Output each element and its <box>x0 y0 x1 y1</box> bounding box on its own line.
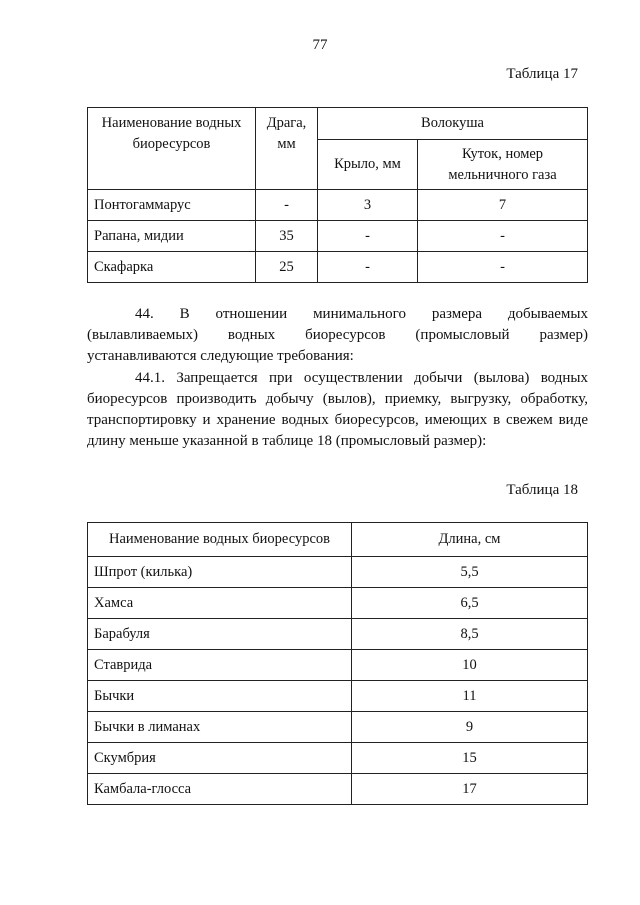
paragraph-44-1: 44.1. Запрещается при осуществлении добычи (вылова) водных биоресурсов производить добычу (вылов), приемку, выгрузку, обработку, транспортировку и хранение водных биоресурсов, имеющих в свежем виде длину меньше указанной в таблице 18 (промысловый размер): <box>87 370 588 449</box>
paragraph-44-line-3: устанавливаются следующие требования: <box>87 348 354 364</box>
cell-krylo: - <box>318 252 418 283</box>
cell-name: Понтогаммарус <box>88 190 256 221</box>
table-row <box>88 221 588 252</box>
cell-name: Ставрида <box>88 650 352 681</box>
table-row <box>88 774 588 805</box>
cell-name: Скумбрия <box>88 743 352 774</box>
header-kutok: Куток, номер мельничного газа <box>418 140 588 190</box>
cell-kutok: - <box>418 252 588 283</box>
cell-length: 5,5 <box>352 557 588 588</box>
cell-name: Камбала-глосса <box>88 774 352 805</box>
paragraph-44-line-1: 44. В отношении минимального размера добываемых <box>135 306 588 322</box>
header-volokusha: Волокуша <box>318 108 588 140</box>
cell-length: 8,5 <box>352 619 588 650</box>
cell-name: Рапана, мидии <box>88 221 256 252</box>
header-draga: Драга, мм <box>256 108 318 190</box>
table-row <box>88 743 588 774</box>
table-row <box>88 252 588 283</box>
cell-draga: 35 <box>256 221 318 252</box>
cell-length: 15 <box>352 743 588 774</box>
cell-kutok: - <box>418 221 588 252</box>
cell-name: Хамса <box>88 588 352 619</box>
header-length: Длина, см <box>352 523 588 557</box>
cell-name: Бычки в лиманах <box>88 712 352 743</box>
table-row <box>88 712 588 743</box>
cell-kutok: 7 <box>418 190 588 221</box>
cell-krylo: - <box>318 221 418 252</box>
cell-name: Скафарка <box>88 252 256 283</box>
cell-length: 11 <box>352 681 588 712</box>
cell-name: Шпрот (килька) <box>88 557 352 588</box>
cell-length: 10 <box>352 650 588 681</box>
table-17-caption: Таблица 17 <box>506 66 578 82</box>
header-name: Наименование водных биоресурсов <box>88 108 256 190</box>
table-row <box>88 557 588 588</box>
header-name: Наименование водных биоресурсов <box>88 523 352 557</box>
table-row <box>88 650 588 681</box>
table-18-caption: Таблица 18 <box>506 482 578 498</box>
paragraph-44-line-2: (вылавливаемых) водных биоресурсов (промысловый размер) <box>87 327 588 343</box>
cell-length: 6,5 <box>352 588 588 619</box>
cell-length: 17 <box>352 774 588 805</box>
cell-length: 9 <box>352 712 588 743</box>
table-row <box>88 190 588 221</box>
table-row <box>88 588 588 619</box>
cell-name: Бычки <box>88 681 352 712</box>
header-krylo: Крыло, мм <box>318 140 418 190</box>
cell-draga: - <box>256 190 318 221</box>
page-number: 77 <box>312 37 328 53</box>
cell-name: Барабуля <box>88 619 352 650</box>
table-17 <box>87 107 588 283</box>
table-row <box>88 681 588 712</box>
table-row <box>88 619 588 650</box>
cell-krylo: 3 <box>318 190 418 221</box>
cell-draga: 25 <box>256 252 318 283</box>
table-18 <box>87 522 588 805</box>
